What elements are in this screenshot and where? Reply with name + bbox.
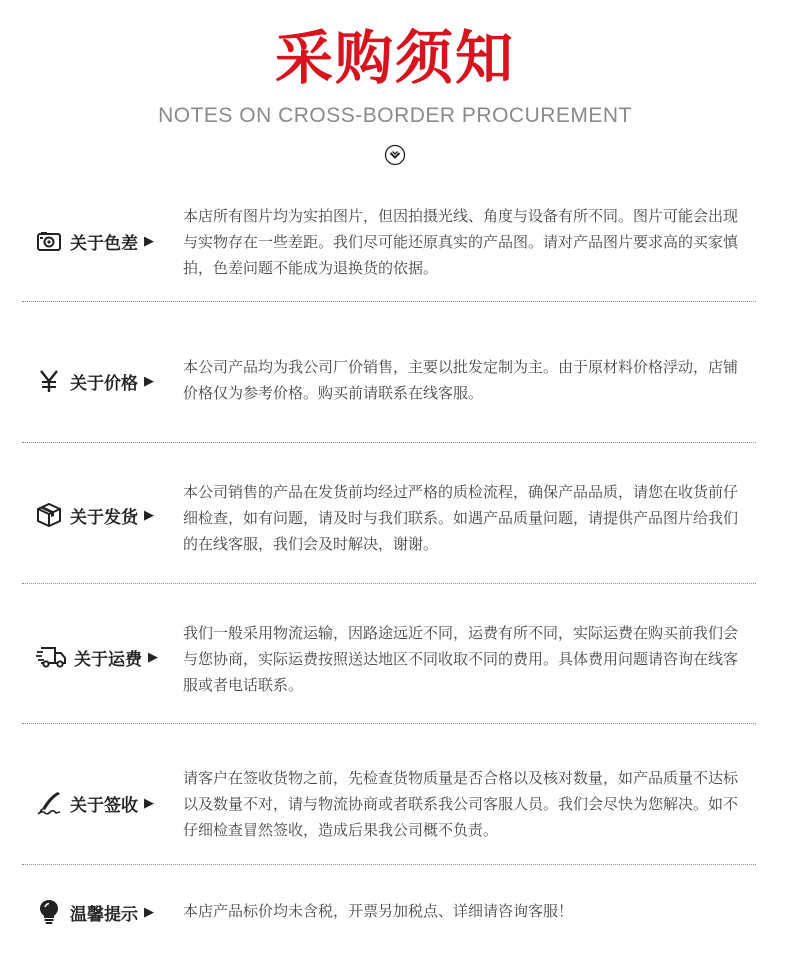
section-label (36, 366, 154, 396)
section-label (36, 897, 154, 927)
yen-icon (36, 368, 62, 394)
section-title: 关于价格 (70, 373, 138, 394)
divider (22, 442, 756, 443)
section-title: 关于发货 (70, 507, 138, 528)
section-label (36, 642, 158, 672)
section-title: 关于签收 (70, 795, 138, 816)
package-box-icon (36, 502, 62, 528)
section-text: 我们一般采用物流运输，因路途远近不同，运费有所不同，实际运费在购买前我们会与您协商，实际运费按照送达地区不同收取不同的费用。具体费用问题请咨询在线客服或者电话联系。 (183, 624, 739, 694)
lightbulb-icon (36, 899, 62, 925)
section-text: 本公司销售的产品在发货前均经过严格的质检流程，确保产品品质，请您在收货前仔细检查，如有问题，请及时与我们联系。如遇产品质量问题，请提供产品图片给我们的在线客服，我们会及时解决，谢谢。 (183, 483, 739, 553)
triangle-right-icon: ▶ (144, 904, 154, 920)
divider (22, 723, 756, 724)
chevron-down-circle-icon (384, 144, 406, 166)
page-title: 采购须知 (274, 24, 515, 92)
section-title: 温馨提示 (70, 904, 138, 925)
section-text: 本公司产品均为我公司厂价销售，主要以批发定制为主。由于原材料价格浮动，店铺价格仅为参考价格。购买前请联系在线客服。 (183, 358, 739, 402)
triangle-right-icon: ▶ (144, 507, 154, 523)
section-title: 关于色差 (70, 233, 138, 254)
delivery-truck-icon (36, 644, 66, 670)
page-subtitle: NOTES ON CROSS-BORDER PROCUREMENT (158, 104, 632, 127)
section-label (36, 788, 154, 818)
triangle-right-icon: ▶ (148, 649, 158, 665)
divider (22, 864, 756, 865)
section-text: 本店产品标价均未含税，开票另加税点、详细请咨询客服！ (183, 902, 574, 920)
signature-pen-icon (36, 790, 62, 816)
section-title: 关于运费 (74, 649, 142, 670)
camera-icon (36, 228, 62, 254)
section-text: 本店所有图片均为实拍图片，但因拍摄光线、角度与设备有所不同。图片可能会出现与实物存在一些差距。我们尽可能还原真实的产品图。请对产品图片要求高的买家慎拍，色差问题不能成为退换货的依据。 (183, 207, 739, 277)
triangle-right-icon: ▶ (144, 795, 154, 811)
triangle-right-icon: ▶ (144, 373, 154, 389)
section-label (36, 226, 154, 256)
divider (22, 583, 756, 584)
triangle-right-icon: ▶ (144, 233, 154, 249)
section-text: 请客户在签收货物之前，先检查货物质量是否合格以及核对数量，如产品质量不达标以及数量不对，请与物流协商或者联系我公司客服人员。我们会尽快为您解决。如不仔细检查冒然签收，造成后果我公司概不负责。 (183, 769, 739, 839)
section-label (36, 500, 154, 530)
divider (22, 301, 756, 302)
